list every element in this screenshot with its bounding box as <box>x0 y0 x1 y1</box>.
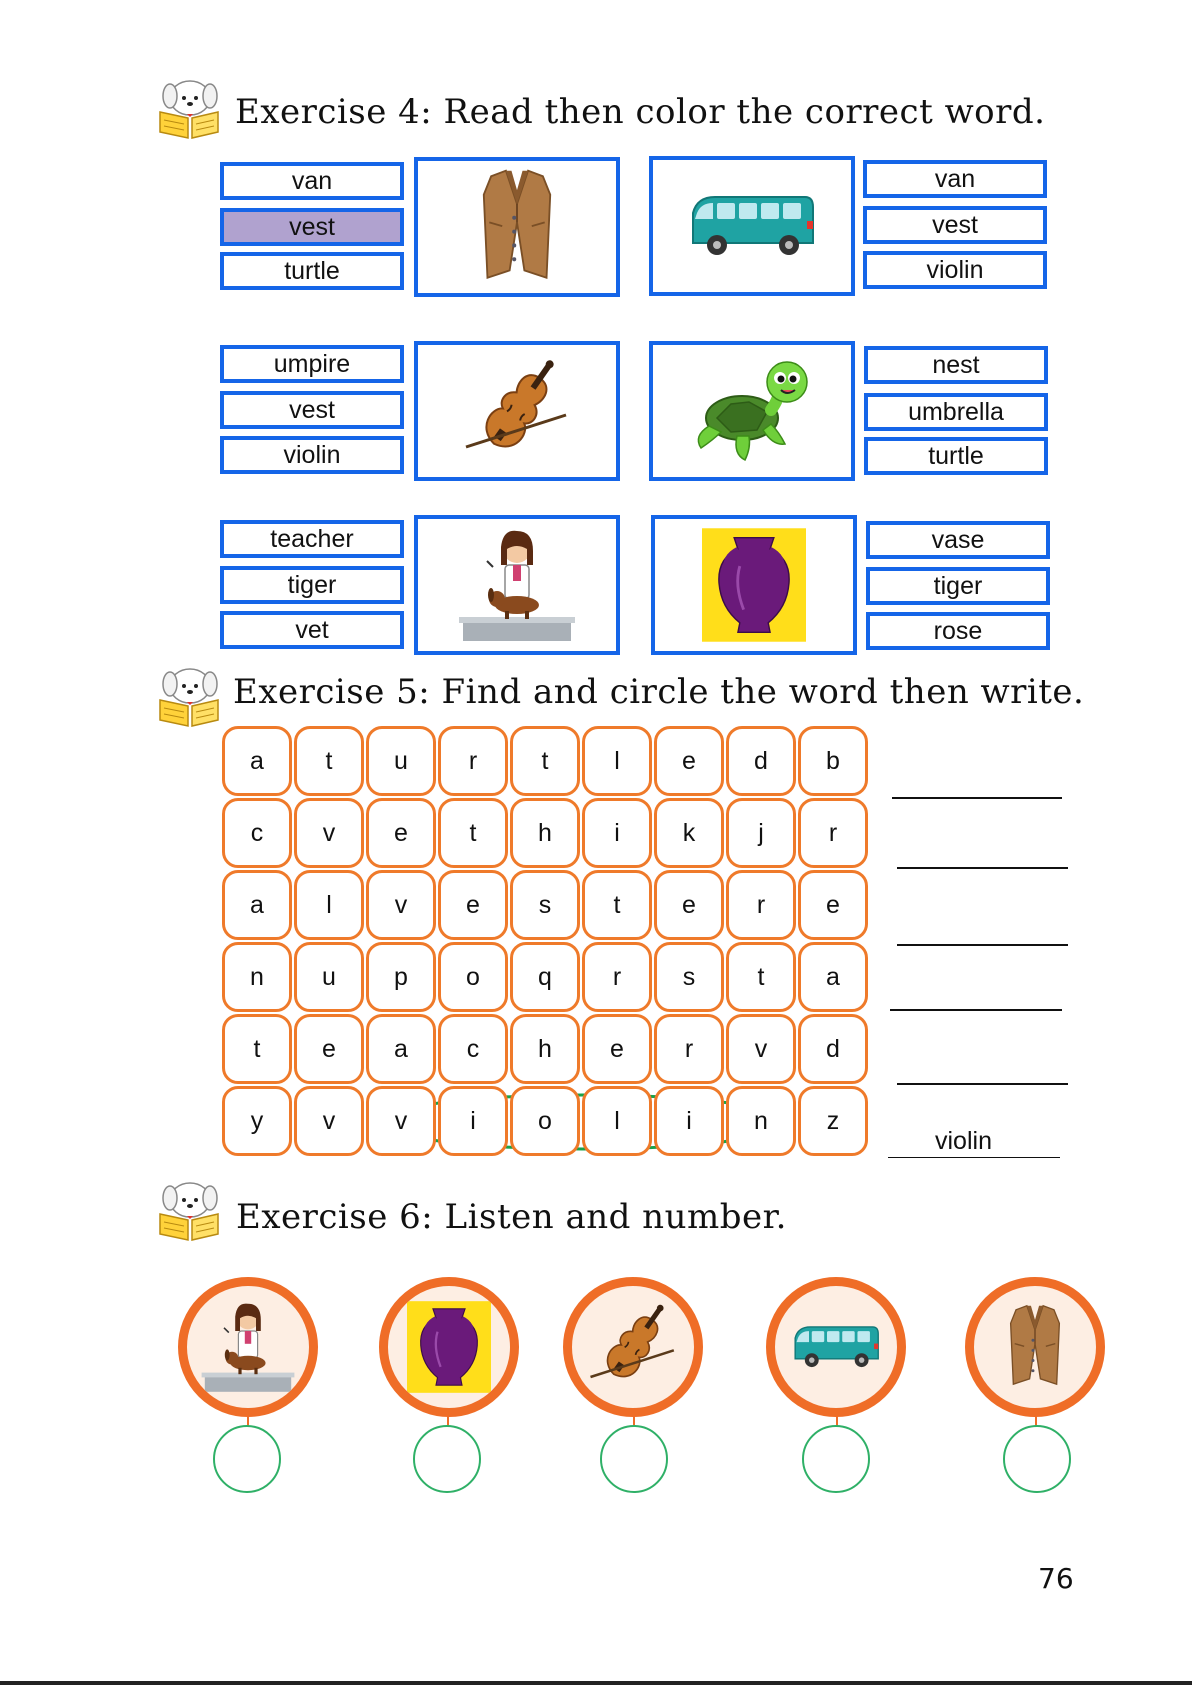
word-option-colored[interactable]: vest <box>220 208 404 246</box>
word-option[interactable]: nest <box>864 346 1048 384</box>
grid-cell[interactable]: q <box>510 942 580 1012</box>
grid-cell[interactable]: t <box>438 798 508 868</box>
grid-cell[interactable]: h <box>510 1014 580 1084</box>
word-option[interactable]: vest <box>220 391 404 429</box>
picture-box <box>414 515 620 655</box>
grid-cell[interactable]: n <box>726 1086 796 1156</box>
grid-cell[interactable]: a <box>222 870 292 940</box>
grid-cell[interactable]: t <box>582 870 652 940</box>
word-option[interactable]: vest <box>863 206 1047 244</box>
word-option[interactable]: tiger <box>866 567 1050 605</box>
answer-line[interactable] <box>892 797 1062 799</box>
van-icon <box>791 1322 881 1372</box>
grid-cell[interactable]: z <box>798 1086 868 1156</box>
picture-ring <box>563 1277 703 1417</box>
grid-cell[interactable]: e <box>366 798 436 868</box>
answer-line[interactable] <box>897 944 1068 946</box>
exercise-4-heading: Exercise 4: Read then color the correct word. <box>235 92 1046 132</box>
turtle-icon <box>687 356 817 466</box>
grid-cell[interactable]: o <box>510 1086 580 1156</box>
grid-cell[interactable]: r <box>798 798 868 868</box>
grid-cell[interactable]: b <box>798 726 868 796</box>
word-option[interactable]: turtle <box>864 437 1048 475</box>
grid-cell[interactable]: e <box>654 726 724 796</box>
picture-box <box>649 156 855 296</box>
picture-ring <box>379 1277 519 1417</box>
grid-cell[interactable]: e <box>654 870 724 940</box>
grid-cell[interactable]: d <box>726 726 796 796</box>
grid-cell[interactable]: u <box>366 726 436 796</box>
van-icon <box>687 191 817 261</box>
word-option[interactable]: umpire <box>220 345 404 383</box>
answer-line[interactable] <box>897 1083 1068 1085</box>
picture-box <box>414 341 620 481</box>
bottom-border <box>0 1681 1192 1685</box>
violin-icon <box>462 351 572 471</box>
reading-dog-icon <box>154 1176 224 1242</box>
grid-cell[interactable]: a <box>366 1014 436 1084</box>
grid-cell[interactable]: o <box>438 942 508 1012</box>
word-option[interactable]: van <box>220 162 404 200</box>
picture-ring <box>965 1277 1105 1417</box>
grid-cell[interactable]: i <box>438 1086 508 1156</box>
word-option[interactable]: vase <box>866 521 1050 559</box>
word-option[interactable]: violin <box>863 251 1047 289</box>
number-circle[interactable] <box>600 1425 668 1493</box>
grid-cell[interactable]: s <box>510 870 580 940</box>
picture-box <box>651 515 857 655</box>
picture-box <box>414 157 620 297</box>
page-number: 76 <box>1038 1562 1074 1595</box>
grid-cell[interactable]: t <box>510 726 580 796</box>
word-option[interactable]: van <box>863 160 1047 198</box>
grid-cell[interactable]: a <box>222 726 292 796</box>
grid-cell[interactable]: v <box>294 798 364 868</box>
vase-icon <box>407 1299 491 1395</box>
grid-cell[interactable]: c <box>438 1014 508 1084</box>
grid-cell[interactable]: n <box>222 942 292 1012</box>
word-option[interactable]: violin <box>220 436 404 474</box>
grid-cell[interactable]: r <box>582 942 652 1012</box>
grid-cell[interactable]: y <box>222 1086 292 1156</box>
answer-line[interactable] <box>890 1009 1062 1011</box>
word-option[interactable]: vet <box>220 611 404 649</box>
reading-dog-icon <box>154 74 224 140</box>
word-option[interactable]: tiger <box>220 566 404 604</box>
grid-cell[interactable]: l <box>582 1086 652 1156</box>
grid-cell[interactable]: r <box>654 1014 724 1084</box>
grid-cell[interactable]: j <box>726 798 796 868</box>
word-option[interactable]: teacher <box>220 520 404 558</box>
grid-cell[interactable]: l <box>294 870 364 940</box>
grid-cell[interactable]: s <box>654 942 724 1012</box>
vase-icon <box>702 526 806 644</box>
violin-icon <box>587 1297 679 1397</box>
exercise-5-heading: Exercise 5: Find and circle the word then write. <box>233 672 1085 712</box>
word-option[interactable]: umbrella <box>864 393 1048 431</box>
grid-cell[interactable]: r <box>726 870 796 940</box>
grid-cell[interactable]: l <box>582 726 652 796</box>
vet-icon <box>200 1299 296 1395</box>
number-circle[interactable] <box>802 1425 870 1493</box>
picture-box <box>649 341 855 481</box>
picture-ring <box>178 1277 318 1417</box>
grid-cell[interactable]: i <box>582 798 652 868</box>
grid-cell[interactable]: k <box>654 798 724 868</box>
vest-icon <box>467 167 567 287</box>
grid-cell[interactable]: t <box>222 1014 292 1084</box>
vest-icon <box>1000 1303 1070 1391</box>
word-option[interactable]: turtle <box>220 252 404 290</box>
grid-cell[interactable]: p <box>366 942 436 1012</box>
grid-cell[interactable]: v <box>366 1086 436 1156</box>
grid-cell[interactable]: v <box>366 870 436 940</box>
word-option[interactable]: rose <box>866 612 1050 650</box>
grid-cell[interactable]: c <box>222 798 292 868</box>
answer-line[interactable] <box>888 1157 1060 1158</box>
grid-cell[interactable]: e <box>294 1014 364 1084</box>
example-answer: violin <box>935 1127 992 1155</box>
number-circle[interactable] <box>1003 1425 1071 1493</box>
grid-cell[interactable]: d <box>798 1014 868 1084</box>
grid-cell[interactable]: v <box>294 1086 364 1156</box>
grid-cell[interactable]: h <box>510 798 580 868</box>
grid-cell[interactable]: t <box>726 942 796 1012</box>
grid-cell[interactable]: v <box>726 1014 796 1084</box>
picture-ring <box>766 1277 906 1417</box>
grid-cell[interactable]: u <box>294 942 364 1012</box>
answer-line[interactable] <box>897 867 1068 869</box>
grid-cell[interactable]: a <box>798 942 868 1012</box>
grid-cell[interactable]: r <box>438 726 508 796</box>
number-circle[interactable] <box>213 1425 281 1493</box>
grid-cell[interactable]: e <box>438 870 508 940</box>
number-circle[interactable] <box>413 1425 481 1493</box>
grid-cell[interactable]: e <box>798 870 868 940</box>
exercise-6-heading: Exercise 6: Listen and number. <box>236 1197 787 1237</box>
grid-cell[interactable]: t <box>294 726 364 796</box>
vet-icon <box>457 525 577 645</box>
grid-cell[interactable]: e <box>582 1014 652 1084</box>
grid-cell[interactable]: i <box>654 1086 724 1156</box>
reading-dog-icon <box>154 662 224 728</box>
